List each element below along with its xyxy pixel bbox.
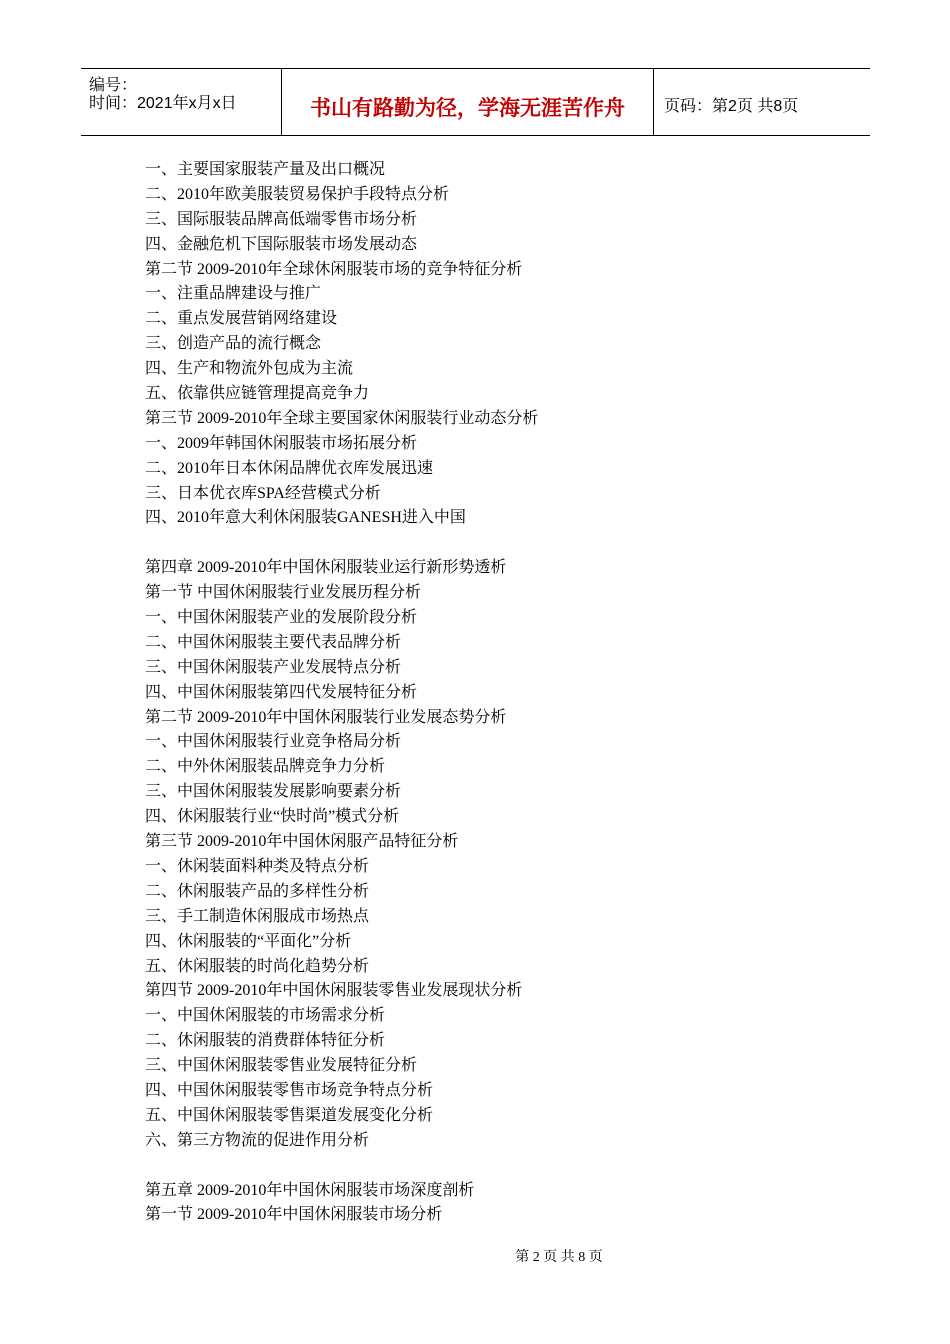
toc-entry: 三、国际服装品牌高低端零售市场分析 [145, 210, 418, 228]
toc-entry: 三、中国休闲服装产业发展特点分析 [145, 658, 402, 676]
toc-entry: 二、2010年欧美服装贸易保护手段特点分析 [145, 185, 450, 203]
toc-entry: 一、注重品牌建设与推广 [145, 285, 322, 303]
header-motto-cell [282, 69, 654, 135]
document-number-label: 编号： [89, 77, 138, 94]
toc-entry: 四、中国休闲服装零售市场竞争特点分析 [145, 1081, 434, 1099]
toc-entry: 第四节 2009-2010年中国休闲服装零售业发展现状分析 [145, 982, 523, 1000]
toc-entry: 一、中国休闲服装产业的发展阶段分析 [145, 609, 418, 627]
toc-entry: 四、生产和物流外包成为主流 [145, 360, 354, 378]
toc-entry: 第五章 2009-2010年中国休闲服装市场深度剖析 [145, 1181, 475, 1199]
toc-entry: 第一节 中国休闲服装行业发展历程分析 [145, 584, 422, 602]
toc-entry: 第二节 2009-2010年中国休闲服装行业发展态势分析 [145, 708, 507, 726]
header-page-cell [654, 69, 870, 135]
toc-entry: 一、2009年韩国休闲服装市场拓展分析 [145, 434, 418, 452]
page-footer: 第 2 页 共 8 页 [515, 1250, 603, 1265]
toc-entry: 第四章 2009-2010年中国休闲服装业运行新形势透析 [145, 559, 507, 577]
toc-entry: 第三节 2009-2010年全球主要国家休闲服装行业动态分析 [145, 409, 539, 427]
toc-entry: 五、休闲服装的时尚化趋势分析 [145, 957, 370, 975]
toc-entry: 二、中国休闲服装主要代表品牌分析 [145, 633, 402, 651]
header-info-cell [81, 69, 282, 135]
toc-entry: 一、中国休闲服装的市场需求分析 [145, 1007, 386, 1025]
toc-entry: 四、2010年意大利休闲服装GANESH进入中国 [145, 509, 466, 527]
toc-entry: 第一节 2009-2010年中国休闲服装市场分析 [145, 1206, 443, 1224]
toc-entry: 三、创造产品的流行概念 [145, 335, 322, 353]
toc-entry: 一、中国休闲服装行业竞争格局分析 [145, 733, 402, 751]
header-page-info: 页码：第2页 共8页 [664, 98, 799, 115]
blank-line [145, 531, 845, 556]
toc-entry: 第三节 2009-2010年中国休闲服产品特征分析 [145, 833, 459, 851]
toc-entry: 二、2010年日本休闲品牌优衣库发展迅速 [145, 459, 434, 477]
toc-entry: 四、金融危机下国际服装市场发展动态 [145, 235, 418, 253]
header-motto: 书山有路勤为径，学海无涯苦作舟 [310, 96, 625, 120]
page-header [81, 68, 870, 136]
toc-entry: 六、第三方物流的促进作用分析 [145, 1131, 370, 1149]
toc-entry: 二、休闲服装产品的多样性分析 [145, 882, 370, 900]
toc-entry: 二、重点发展营销网络建设 [145, 310, 338, 328]
toc-entry: 四、休闲服装行业“快时尚”模式分析 [145, 808, 400, 826]
toc-entry: 四、中国休闲服装第四代发展特征分析 [145, 683, 418, 701]
toc-entry: 一、休闲装面料种类及特点分析 [145, 857, 370, 875]
toc-entry: 三、手工制造休闲服成市场热点 [145, 907, 370, 925]
toc-entry: 一、主要国家服装产量及出口概况 [145, 161, 386, 178]
blank-line [145, 1154, 845, 1179]
table-of-contents [145, 158, 845, 1228]
toc-entry: 二、休闲服装的消费群体特征分析 [145, 1032, 386, 1050]
toc-entry: 三、中国休闲服装发展影响要素分析 [145, 783, 402, 801]
toc-entry: 五、中国休闲服装零售渠道发展变化分析 [145, 1106, 434, 1124]
toc-entry: 二、中外休闲服装品牌竞争力分析 [145, 758, 386, 776]
document-time-label: 时间：2021年x月x日 [89, 95, 237, 112]
toc-entry: 第二节 2009-2010年全球休闲服装市场的竞争特征分析 [145, 260, 523, 278]
toc-entry: 四、休闲服装的“平面化”分析 [145, 932, 352, 950]
toc-entry: 三、日本优衣库SPA经营模式分析 [145, 484, 381, 502]
toc-entry: 三、中国休闲服装零售业发展特征分析 [145, 1057, 418, 1075]
toc-entry: 五、依靠供应链管理提高竞争力 [145, 385, 370, 403]
